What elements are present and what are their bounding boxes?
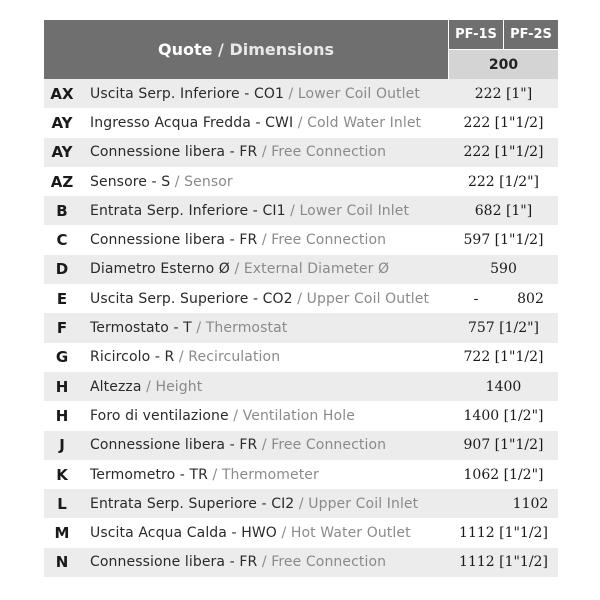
row-code: H	[55, 406, 69, 425]
row-value	[449, 284, 558, 313]
table-header	[44, 20, 558, 79]
description-english: Height	[155, 378, 203, 395]
row-value: 1112 [1"1/2]	[459, 525, 548, 542]
row-description	[90, 343, 280, 372]
description-italian: Uscita Acqua Calda - HWO	[90, 525, 277, 542]
description-english: Thermostat	[205, 320, 288, 337]
description-italian: Sensore - S	[90, 173, 171, 190]
description-separator: /	[191, 320, 206, 337]
table-row	[44, 225, 558, 254]
row-value: 757 [1/2"]	[467, 320, 540, 337]
table-row	[44, 313, 558, 342]
row-value: 222 [1"]	[474, 85, 533, 102]
description-english: Free Connection	[271, 232, 387, 249]
row-description	[90, 401, 355, 430]
title-english: Dimensions	[229, 40, 335, 59]
table-row	[44, 431, 558, 460]
row-description	[90, 313, 287, 342]
description-italian: Connessione libera - FR	[90, 232, 258, 249]
description-separator: /	[292, 290, 307, 307]
table-row	[44, 138, 558, 167]
description-english: External Diameter Ø	[243, 261, 390, 278]
description-italian: Connessione libera - FR	[90, 554, 258, 571]
column-header-pf2s: PF-2S	[504, 20, 558, 49]
row-description	[90, 108, 421, 137]
row-code: AY	[51, 113, 73, 132]
row-description	[90, 548, 386, 577]
row-description	[90, 167, 233, 196]
description-english: Thermometer	[221, 466, 319, 483]
row-value: 222 [1"1/2]	[463, 144, 544, 161]
row-description	[90, 196, 409, 225]
column-header-pf1s: PF-1S	[449, 20, 503, 49]
description-separator: /	[228, 407, 243, 424]
row-code: H	[55, 377, 69, 396]
description-separator: /	[174, 349, 189, 366]
description-italian: Uscita Serp. Superiore - CO2	[90, 290, 293, 307]
value-pf1s: -	[473, 290, 479, 307]
title-italian: Quote	[157, 40, 213, 59]
size-header: 200	[449, 50, 558, 79]
description-english: Free Connection	[271, 144, 387, 161]
row-description	[90, 431, 386, 460]
row-code: L	[57, 494, 67, 513]
row-code: AX	[50, 84, 74, 103]
description-italian: Entrata Serp. Superiore - CI2	[90, 495, 295, 512]
row-value: 222 [1"1/2]	[463, 114, 544, 131]
description-english: Lower Coil Outlet	[297, 85, 420, 102]
row-code: AZ	[50, 172, 74, 191]
table-row	[44, 108, 558, 137]
table-row	[44, 489, 558, 518]
table-row	[44, 372, 558, 401]
table-row	[44, 167, 558, 196]
row-code: E	[56, 289, 68, 308]
description-separator: /	[257, 554, 272, 571]
row-code: AY	[51, 143, 73, 162]
description-italian: Ingresso Acqua Fredda - CWI	[90, 114, 294, 131]
table-row	[44, 284, 558, 313]
table-row	[44, 548, 558, 577]
row-code: J	[59, 436, 65, 455]
row-description	[90, 460, 319, 489]
row-description	[90, 79, 420, 108]
description-english: Cold Water Inlet	[307, 114, 422, 131]
description-separator: /	[141, 378, 156, 395]
description-italian: Termometro - TR	[90, 466, 208, 483]
description-italian: Diametro Esterno Ø	[90, 261, 230, 278]
description-english: Ventilation Hole	[242, 407, 355, 424]
value-divider	[503, 284, 504, 313]
description-english: Sensor	[184, 173, 233, 190]
row-description	[90, 138, 386, 167]
row-value: 1062 [1/2"]	[463, 466, 544, 483]
description-english: Upper Coil Outlet	[306, 290, 430, 307]
dimensions-table	[44, 20, 558, 577]
row-code: N	[55, 553, 69, 572]
description-italian: Connessione libera - FR	[90, 144, 258, 161]
row-code: D	[55, 260, 69, 279]
description-separator: /	[276, 525, 291, 542]
description-italian: Termostato - T	[90, 320, 192, 337]
description-separator: /	[257, 437, 272, 454]
description-separator: /	[257, 232, 272, 249]
row-description	[90, 372, 202, 401]
description-english: Free Connection	[271, 554, 387, 571]
row-value: 722 [1"1/2]	[463, 349, 544, 366]
row-value: 1400 [1/2"]	[463, 407, 544, 424]
description-italian: Uscita Serp. Inferiore - CO1	[90, 85, 284, 102]
description-english: Free Connection	[271, 437, 387, 454]
row-value	[449, 489, 558, 518]
description-english: Upper Coil Inlet	[308, 495, 419, 512]
description-separator: /	[170, 173, 185, 190]
table-row	[44, 343, 558, 372]
row-value: 590	[490, 261, 517, 278]
description-separator: /	[229, 261, 244, 278]
description-separator: /	[207, 466, 222, 483]
table-row	[44, 518, 558, 547]
row-value: 1400	[485, 378, 522, 395]
value-pf2s: 802	[517, 290, 544, 307]
table-row	[44, 196, 558, 225]
description-separator: /	[285, 202, 300, 219]
row-value: 907 [1"1/2]	[463, 437, 544, 454]
row-description	[90, 489, 418, 518]
table-row	[44, 460, 558, 489]
row-code: G	[55, 348, 69, 367]
description-italian: Connessione libera - FR	[90, 437, 258, 454]
table-body	[44, 79, 558, 577]
value-pf2s: 1102	[512, 495, 549, 512]
row-description	[90, 518, 411, 547]
description-italian: Altezza	[90, 378, 142, 395]
row-code: K	[56, 465, 68, 484]
row-value: 1112 [1"1/2]	[459, 554, 548, 571]
row-description	[90, 255, 389, 284]
row-code: B	[56, 201, 68, 220]
description-separator: /	[294, 495, 309, 512]
row-value: 597 [1"1/2]	[463, 232, 544, 249]
row-code: M	[54, 524, 70, 543]
description-italian: Ricircolo - R	[90, 349, 175, 366]
description-separator: /	[293, 114, 308, 131]
table-row	[44, 79, 558, 108]
table-title	[44, 20, 448, 79]
row-value: 682 [1"]	[474, 202, 533, 219]
description-separator: /	[283, 85, 298, 102]
row-value: 222 [1/2"]	[467, 173, 540, 190]
row-description	[90, 225, 386, 254]
description-english: Hot Water Outlet	[290, 525, 411, 542]
description-separator: /	[257, 144, 272, 161]
row-code: F	[56, 319, 68, 338]
title-slash: /	[212, 40, 230, 59]
description-italian: Foro di ventilazione	[90, 407, 229, 424]
description-english: Recirculation	[188, 349, 281, 366]
row-description	[90, 284, 429, 313]
table-row	[44, 401, 558, 430]
table-row	[44, 255, 558, 284]
row-code: C	[56, 231, 68, 250]
description-english: Lower Coil Inlet	[299, 202, 410, 219]
description-italian: Entrata Serp. Inferiore - CI1	[90, 202, 286, 219]
